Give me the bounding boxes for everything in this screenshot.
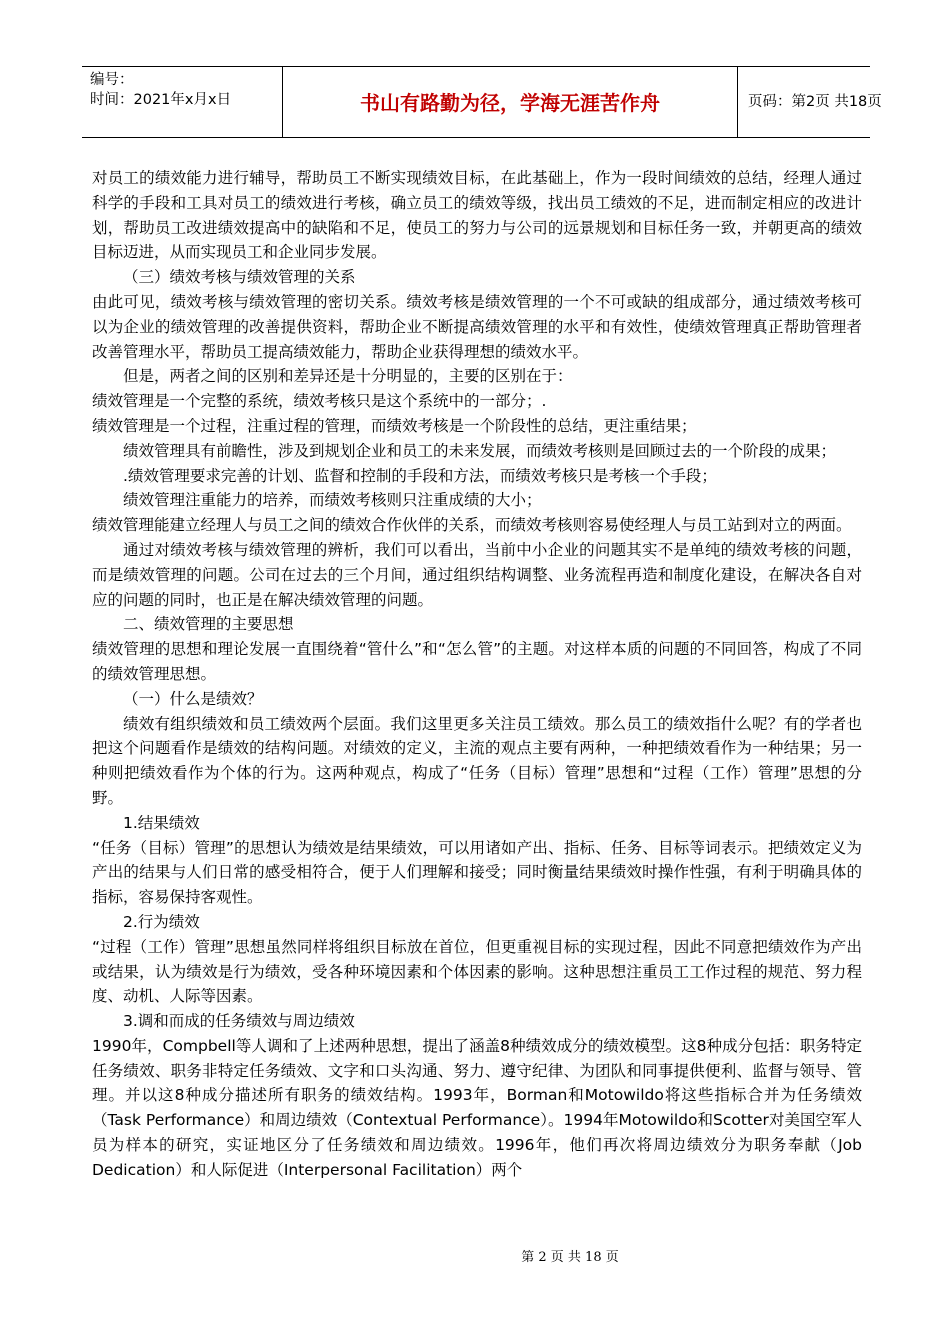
header-meta-cell	[82, 67, 282, 137]
paragraph: “过程（工作）管理”思想虽然同样将组织目标放在首位，但更重视目标的实现过程，因此不同意把绩效作为产出或结果，认为绩效是行为绩效，受各种环境因素和个体因素的影响。这种思想注重员工工作过程的规范、努力程度、动机、人际等因素。	[92, 937, 862, 1006]
document-number-label: 编号：	[90, 72, 134, 88]
list-item: 绩效管理是一个完整的系统，绩效考核只是这个系统中的一部分；.	[92, 392, 547, 411]
paragraph: 1990年，Compbell等人调和了上述两种思想，提出了涵盖8种绩效成分的绩效模型。这8种成分包括：职务特定任务绩效、职务非特定任务绩效、文字和口头沟通、努力、遵守纪律、为团队和同事提供便利、监督与领导、管理。并以这8种成分描述所有职务的绩效结构。1993年，Borman和Motowildo将这些指标合并为任务绩效（Task Performance）和周边绩效（Contextual Performance）。1994年Motowildo和Scotter对美国空军人员为样本的研究，实证地区分了任务绩效和周边绩效。1996年，他们再次将周边绩效分为职务奉献（Job Dedication）和人际促进（Interpersonal Facilitation）两个	[92, 1036, 862, 1179]
section-heading: （三）绩效考核与绩效管理的关系	[123, 268, 356, 287]
list-item: 绩效管理能建立经理人与员工之间的绩效合作伙伴的关系，而绩效考核则容易使经理人与员工站到对立的两面。	[92, 516, 852, 535]
subsection-heading: 1.结果绩效	[123, 813, 200, 832]
header-page-cell	[738, 67, 882, 137]
document-date-label: 时间：2021年x月x日	[90, 92, 232, 108]
subsection-heading: 3.调和而成的任务绩效与周边绩效	[123, 1012, 355, 1031]
list-item: 绩效管理注重能力的培养，而绩效考核则只注重成绩的大小；	[123, 491, 542, 510]
paragraph: 绩效管理的思想和理论发展一直围绕着“管什么”和“怎么管”的主题。对这样本质的问题的不同回答，构成了不同的绩效管理思想。	[92, 640, 862, 683]
page-footer	[0, 1246, 950, 1265]
paragraph: 通过对绩效考核与绩效管理的辨析，我们可以看出，当前中小企业的问题其实不是单纯的绩效考核的问题，而是绩效管理的问题。公司在过去的三个月间，通过组织结构调整、业务流程再造和制度化建设，在解决各自对应的问题的同时，也正是在解决绩效管理的问题。	[92, 540, 862, 609]
subsection-heading: 2.行为绩效	[123, 912, 200, 931]
header-motto: 书山有路勤为径，学海无涯苦作舟	[360, 91, 660, 115]
list-item: .绩效管理要求完善的计划、监督和控制的手段和方法，而绩效考核只是考核一个手段；	[123, 466, 717, 485]
section-heading: （一）什么是绩效？	[123, 689, 263, 708]
paragraph: 但是，两者之间的区别和差异还是十分明显的，主要的区别在于：	[123, 367, 573, 386]
document-body	[92, 166, 862, 1183]
paragraph: 由此可见，绩效考核与绩效管理的密切关系。绩效考核是绩效管理的一个不可或缺的组成部分，通过绩效考核可以为企业的绩效管理的改善提供资料，帮助企业不断提高绩效管理的水平和有效性，使绩效管理真正帮助管理者改善管理水平，帮助员工提高绩效能力，帮助企业获得理想的绩效水平。	[92, 292, 862, 361]
paragraph: “任务（目标）管理”的思想认为绩效是结果绩效，可以用诸如产出、指标、任务、目标等词表示。把绩效定义为产出的结果与人们日常的感受相符合，便于人们理解和接受；同时衡量结果绩效时操作性强，有利于明确具体的指标，容易保持客观性。	[92, 838, 862, 907]
header-motto-cell	[282, 67, 738, 137]
footer-page-number: 第 2 页 共 18 页	[521, 1250, 619, 1265]
page-header	[82, 66, 882, 138]
list-item: 绩效管理是一个过程，注重过程的管理，而绩效考核是一个阶段性的总结，更注重结果；	[92, 416, 697, 435]
header-page-info: 页码：第2页 共18页	[748, 94, 882, 110]
list-item: 绩效管理具有前瞻性，涉及到规划企业和员工的未来发展，而绩效考核则是回顾过去的一个阶段的成果；	[123, 441, 837, 460]
paragraph: 绩效有组织绩效和员工绩效两个层面。我们这里更多关注员工绩效。那么员工的绩效指什么呢？有的学者也把这个问题看作是绩效的结构问题。对绩效的定义，主流的观点主要有两种，一种把绩效看作为一种结果；另一种则把绩效看作为个体的行为。这两种观点，构成了“任务（目标）管理”思想和“过程（工作）管理”思想的分野。	[92, 714, 862, 807]
paragraph: 对员工的绩效能力进行辅导，帮助员工不断实现绩效目标，在此基础上，作为一段时间绩效的总结，经理人通过科学的手段和工具对员工的绩效进行考核，确立员工的绩效等级，找出员工绩效的不足，进而制定相应的改进计划，帮助员工改进绩效提高中的缺陷和不足，使员工的努力与公司的远景规划和目标任务一致，并朝更高的绩效目标迈进，从而实现员工和企业同步发展。	[92, 169, 862, 262]
section-heading: 二、绩效管理的主要思想	[123, 615, 294, 634]
